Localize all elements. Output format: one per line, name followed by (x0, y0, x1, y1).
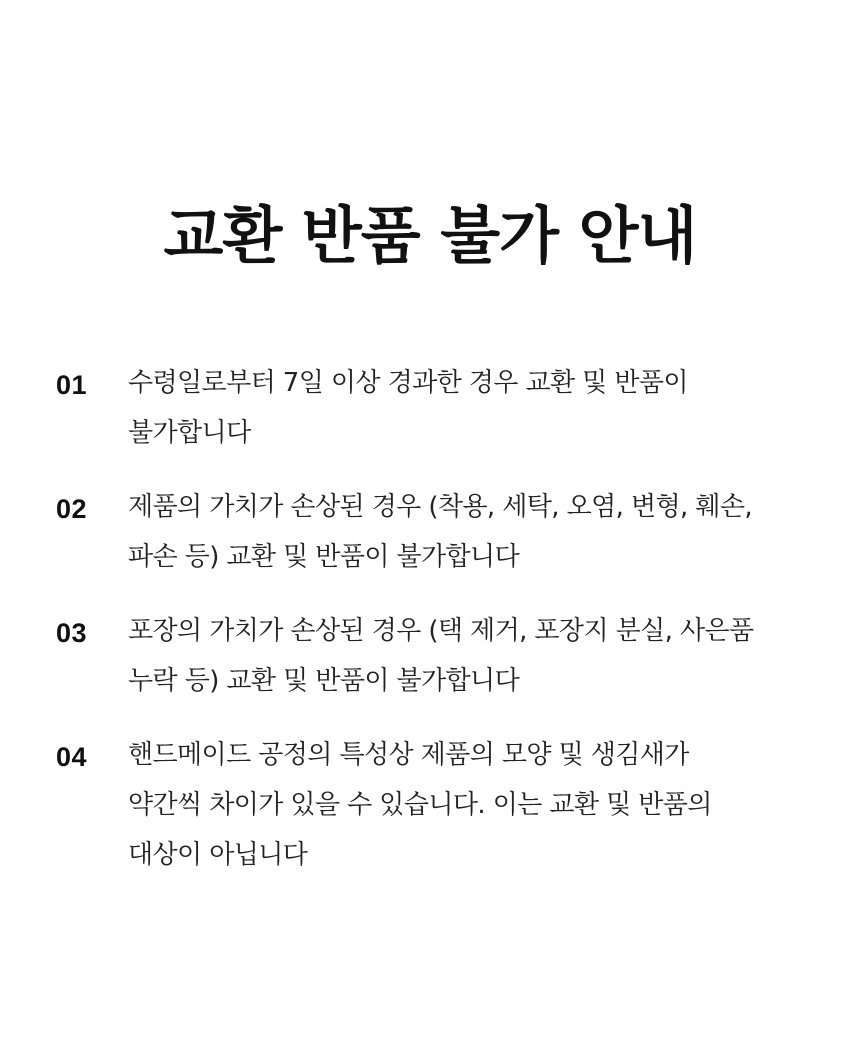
notice-number: 02 (56, 494, 88, 524)
notice-number: 03 (56, 618, 88, 648)
notice-text (128, 358, 798, 458)
notice-text-line: 약간씩 차이가 있을 수 있습니다. 이는 교환 및 반품의 (128, 790, 712, 820)
notice-item-02 (0, 482, 860, 582)
notice-text-line: 제품의 가치가 손상된 경우 (착용, 세탁, 오염, 변형, 훼손, (128, 492, 753, 522)
notice-number: 01 (56, 370, 88, 400)
notice-number: 04 (56, 742, 88, 772)
notice-text-line: 핸드메이드 공정의 특성상 제품의 모양 및 생김새가 (128, 740, 689, 770)
notice-text-line: 포장의 가치가 손상된 경우 (택 제거, 포장지 분실, 사은품 (128, 616, 754, 646)
notice-list (0, 358, 860, 904)
notice-text-line: 대상이 아닙니다 (128, 840, 308, 870)
notice-text-line: 불가합니다 (128, 418, 251, 448)
notice-item-03 (0, 606, 860, 706)
notice-item-04 (0, 730, 860, 880)
notice-item-01 (0, 358, 860, 458)
notice-text-line: 수령일로부터 7일 이상 경과한 경우 교환 및 반품이 (128, 368, 688, 398)
page-title: 교환 반품 불가 안내 (163, 199, 697, 272)
notice-text-line: 누락 등) 교환 및 반품이 불가합니다 (128, 666, 520, 696)
notice-text (128, 730, 798, 880)
notice-text (128, 482, 798, 582)
notice-text-line: 파손 등) 교환 및 반품이 불가합니다 (128, 542, 520, 572)
notice-text (128, 606, 798, 706)
